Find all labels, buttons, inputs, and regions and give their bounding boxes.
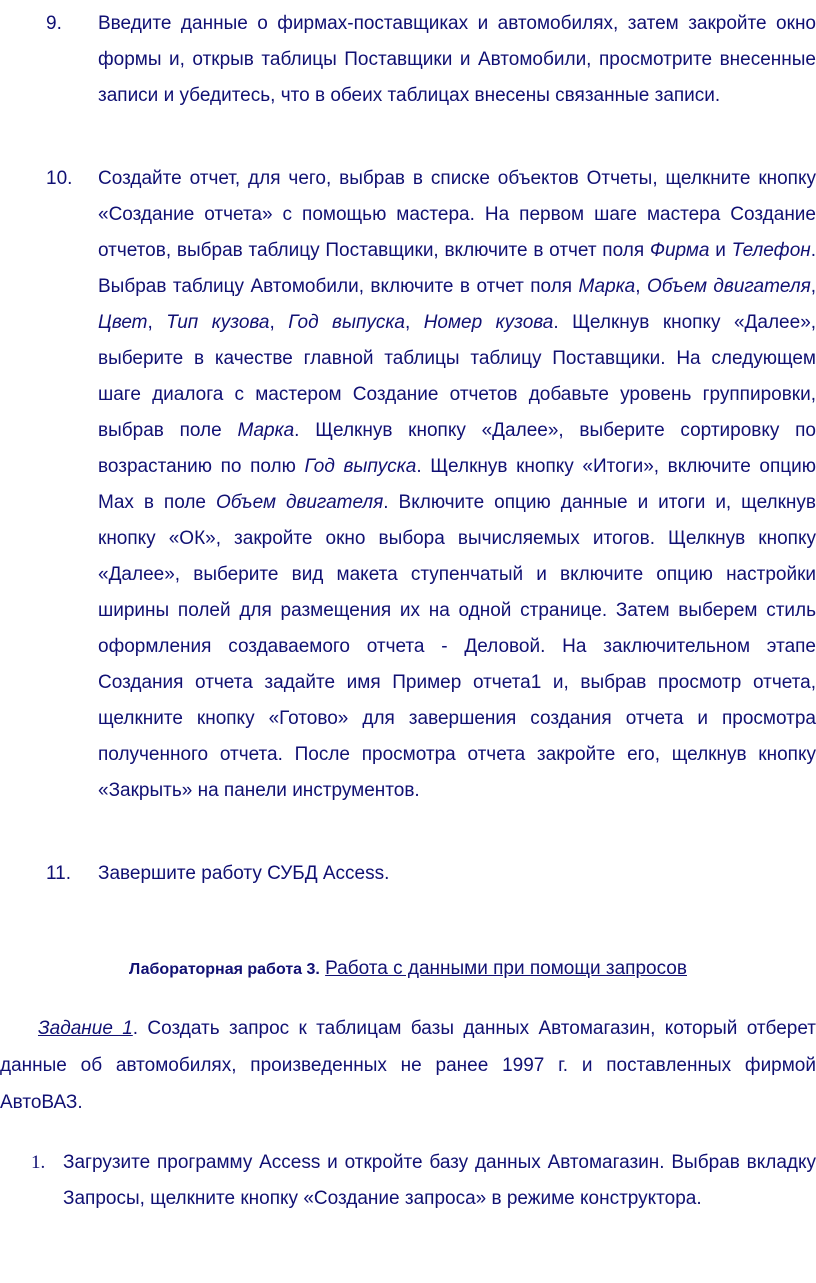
field-name: Объем двигателя <box>215 492 384 513</box>
list-item-10 <box>46 161 816 809</box>
list-item-9 <box>46 6 816 114</box>
field-name: Тип кузова <box>166 312 270 333</box>
task-label: Задание 1 <box>38 1018 133 1039</box>
list-item-text: Создайте отчет, для чего, выбрав в списке объектов Отчеты, щелкните кнопку «Создание отчета» с помощью мастера. На первом шаге мастера Создание отчетов, выбрав таблицу Поставщики, включите в отчет поля Фирма и Телефон. Выбрав таблицу Автомобили, включите в отчет поля Марка, Объем двигателя, Цвет, Тип кузова, Год выпуска, Номер кузова. Щелкнув кнопку «Далее», выберите в качестве главной таблицы таблицу Поставщики. На следующем шаге диалога с мастером Создание отчетов добавьте уровень группировки, выбрав поле Марка. Щелкнув кнопку «Далее», выберите сортировку по возрастанию по полю Год выпуска. Щелкнув кнопку «Итоги», включите опцию Max в поле Объем двигателя. Включите опцию данные и итоги и, щелкнув кнопку «ОК», закройте окно выбора вычисляемых итогов. Щелкнув кнопку «Далее», выберите вид макета ступенчатый и включите опцию настройки ширины полей для размещения их на одной странице. Затем выберем стиль оформления создаваемого отчета - Деловой. На заключительном этапе Создания отчета задайте имя Пример отчета1 и, выбрав просмотр отчета, щелкните кнопку «Готово» для завершения создания отчета и просмотра полученного отчета. После просмотра отчета закройте его, щелкнув кнопку «Закрыть» на панели инструментов. <box>98 168 816 801</box>
task-paragraph <box>0 1010 816 1121</box>
field-name: Год выпуска <box>288 312 405 333</box>
list-item-11 <box>46 856 816 892</box>
field-name: Год выпуска <box>304 456 417 477</box>
field-name: Цвет <box>98 312 148 333</box>
lab-heading-prefix: Лабораторная работа 3. <box>129 961 320 978</box>
lab-heading <box>0 955 816 984</box>
field-name: Телефон <box>731 240 811 261</box>
list-item-number: 9. <box>46 13 62 34</box>
list-item-text: Введите данные о фирмах-поставщиках и автомобилях, затем закройте окно формы и, открыв таблицы Поставщики и Автомобили, просмотрите внесенные записи и убедитесь, что в обеих таблицах внесены связанные записи. <box>98 13 816 106</box>
lab-heading-title: Работа с данными при помощи запросов <box>325 958 687 979</box>
field-name: Марка <box>237 420 295 441</box>
field-name: Марка <box>578 276 636 297</box>
field-name: Объем двигателя <box>646 276 811 297</box>
step-number: 1. <box>31 1152 46 1173</box>
step-item-1 <box>31 1145 816 1217</box>
step-text: Загрузите программу Access и откройте базу данных Автомагазин. Выбрав вкладку Запросы, щелкните кнопку «Создание запроса» в режиме конструктора. <box>63 1152 816 1209</box>
list-item-text: Завершите работу СУБД Access. <box>98 863 390 884</box>
list-item-number: 10. <box>46 168 73 189</box>
field-name: Фирма <box>649 240 710 261</box>
task-text: . Создать запрос к таблицам базы данных Автомагазин, который отберет данные об автомобилях, произведенных не ранее 1997 г. и поставленных фирмой АвтоВАЗ. <box>0 1018 816 1113</box>
list-item-number: 11. <box>46 863 72 884</box>
field-name: Номер кузова <box>423 312 554 333</box>
